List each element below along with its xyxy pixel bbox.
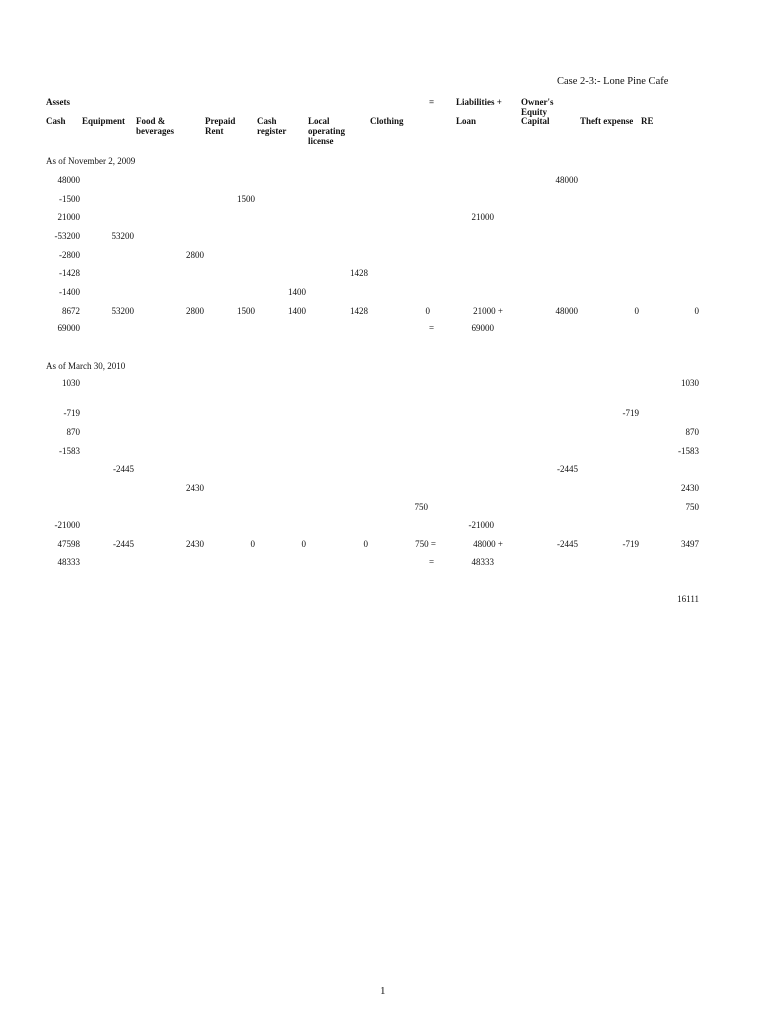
header-equals: = [429, 97, 435, 107]
extra-value: 16111 [677, 594, 699, 604]
total-theft-expense: 0 [634, 306, 639, 316]
header-owners-equity: Owner's Equity [521, 97, 554, 117]
header-liabilities: Liabilities + [456, 97, 502, 107]
sum-liabilities-equity: 48333 [471, 557, 494, 567]
total-clothing: 0 [425, 306, 430, 316]
table-cell-cash: -1428 [59, 268, 80, 278]
table-cell-capital: -2445 [557, 464, 578, 474]
table-cell-re: 870 [685, 427, 699, 437]
col-header-cash-register: Cash register [257, 116, 287, 136]
table-cell-cash: 21000 [57, 212, 80, 222]
table-cell-equipment: 53200 [111, 231, 134, 241]
total-cash-register: 0 [301, 539, 306, 549]
table-cell-cash: 870 [66, 427, 80, 437]
sum-assets: 48333 [57, 557, 80, 567]
total-capital: -2445 [557, 539, 578, 549]
table-cell-cash: -1583 [59, 446, 80, 456]
sum-liabilities-equity: 69000 [471, 323, 494, 333]
table-cell-cash: 48000 [57, 175, 80, 185]
table-cell-theft-expense: -719 [622, 408, 639, 418]
col-header-prepaid-rent: Prepaid Rent [205, 116, 236, 136]
table-cell-re: 1030 [681, 378, 699, 388]
total-loan: 21000 + [473, 306, 503, 316]
table-cell-food-beverages: 2800 [186, 250, 204, 260]
table-cell-cash: -1500 [59, 194, 80, 204]
table-cell-capital: 48000 [555, 175, 578, 185]
total-license: 1428 [350, 306, 368, 316]
section-label-mar-2010: As of March 30, 2010 [46, 361, 126, 371]
sum-equals: = [429, 557, 435, 567]
col-header-re: RE [641, 116, 654, 126]
header-assets: Assets [46, 97, 70, 107]
total-food-beverages: 2800 [186, 306, 204, 316]
table-cell-prepaid-rent: 1500 [237, 194, 255, 204]
col-header-loan: Loan [456, 116, 477, 126]
total-re: 3497 [681, 539, 699, 549]
sum-equals: = [429, 323, 435, 333]
table-cell-cash-register: 1400 [288, 287, 306, 297]
table-cell-food-beverages: 2430 [186, 483, 204, 493]
total-food-beverages: 2430 [186, 539, 204, 549]
table-cell-cash: -2800 [59, 250, 80, 260]
total-clothing: 750 = [415, 539, 436, 549]
total-cash: 8672 [62, 306, 80, 316]
table-cell-cash: -53200 [54, 231, 80, 241]
document-title: Case 2-3:- Lone Pine Cafe [557, 76, 669, 87]
table-cell-clothing: 750 [414, 502, 428, 512]
table-cell-loan: -21000 [468, 520, 494, 530]
table-cell-license: 1428 [350, 268, 368, 278]
table-cell-equipment: -2445 [113, 464, 134, 474]
col-header-cash: Cash [46, 116, 66, 126]
sum-assets: 69000 [57, 323, 80, 333]
col-header-clothing: Clothing [370, 116, 404, 126]
col-header-local-license: Local operating license [308, 116, 345, 146]
col-header-capital: Capital [521, 116, 550, 126]
table-cell-re: 2430 [681, 483, 699, 493]
table-cell-cash: -21000 [54, 520, 80, 530]
table-cell-re: -1583 [678, 446, 699, 456]
col-header-equipment: Equipment [82, 116, 126, 126]
total-license: 0 [363, 539, 368, 549]
total-equipment: -2445 [113, 539, 134, 549]
total-prepaid-rent: 0 [250, 539, 255, 549]
col-header-food-beverages: Food & beverages [136, 116, 174, 136]
table-cell-cash: 1030 [62, 378, 80, 388]
total-cash-register: 1400 [288, 306, 306, 316]
total-cash: 47598 [57, 539, 80, 549]
page-number: 1 [380, 985, 386, 997]
section-label-nov-2009: As of November 2, 2009 [46, 156, 136, 166]
total-capital: 48000 [555, 306, 578, 316]
table-cell-re: 750 [685, 502, 699, 512]
total-re: 0 [694, 306, 699, 316]
total-prepaid-rent: 1500 [237, 306, 255, 316]
col-header-theft-expense: Theft expense [580, 116, 634, 126]
total-theft-expense: -719 [622, 539, 639, 549]
table-cell-loan: 21000 [471, 212, 494, 222]
table-cell-cash: -719 [63, 408, 80, 418]
total-loan: 48000 + [473, 539, 503, 549]
total-equipment: 53200 [111, 306, 134, 316]
table-cell-cash: -1400 [59, 287, 80, 297]
